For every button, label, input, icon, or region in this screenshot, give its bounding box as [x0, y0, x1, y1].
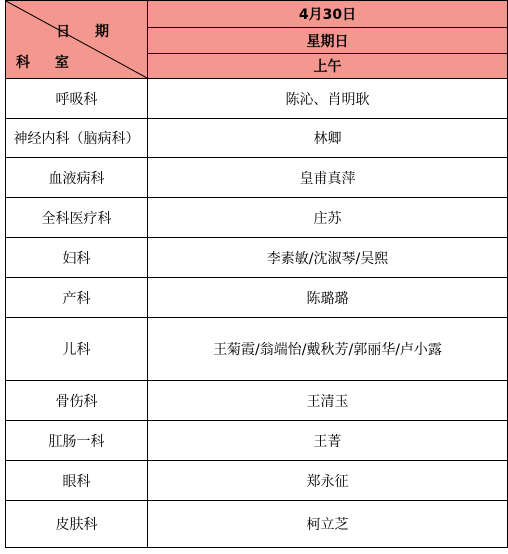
dept-cell: 全科医疗科: [6, 198, 148, 238]
doctors-cell: 林卿: [148, 119, 508, 158]
dept-cell: 眼科: [6, 461, 148, 501]
dept-cell: 神经内科（脑病科）: [6, 119, 148, 158]
dept-cell: 产科: [6, 278, 148, 318]
table-row: [6, 119, 508, 158]
weekday-cell: 星期日: [148, 28, 508, 54]
doctors-cell: 皇甫真萍: [148, 158, 508, 198]
session-cell: 上午: [148, 54, 508, 79]
date-axis-label: 日 期: [56, 24, 119, 40]
schedule-table: [5, 0, 508, 548]
dept-cell: 呼吸科: [6, 79, 148, 119]
table-row: [6, 278, 508, 318]
header-row-date: [6, 1, 508, 28]
table-row: [6, 158, 508, 198]
doctors-cell: 王菁: [148, 421, 508, 461]
dept-cell: 皮肤科: [6, 501, 148, 548]
doctors-cell: 陈璐璐: [148, 278, 508, 318]
date-cell: 4月30日: [148, 1, 508, 28]
table-row: [6, 318, 508, 381]
dept-cell: 血液病科: [6, 158, 148, 198]
doctors-cell: 陈沁、肖明耿: [148, 79, 508, 119]
corner-header-cell: [6, 1, 148, 79]
dept-cell: 妇科: [6, 238, 148, 278]
table-row: [6, 238, 508, 278]
dept-cell: 肛肠一科: [6, 421, 148, 461]
table-row: [6, 381, 508, 421]
dept-cell: 骨伤科: [6, 381, 148, 421]
doctors-cell: 庄苏: [148, 198, 508, 238]
doctors-cell: 王清玉: [148, 381, 508, 421]
table-row: [6, 421, 508, 461]
doctors-cell: 郑永征: [148, 461, 508, 501]
dept-axis-label: 科 室: [16, 55, 79, 71]
table-row: [6, 79, 508, 119]
doctors-cell: 李素敏/沈淑琴/吴熙: [148, 238, 508, 278]
table-row: [6, 461, 508, 501]
dept-cell: 儿科: [6, 318, 148, 381]
doctors-cell: 王菊霞/翁端怡/戴秋芳/郭丽华/卢小露: [148, 318, 508, 381]
doctors-cell: 柯立芝: [148, 501, 508, 548]
table-row: [6, 501, 508, 548]
table-row: [6, 198, 508, 238]
